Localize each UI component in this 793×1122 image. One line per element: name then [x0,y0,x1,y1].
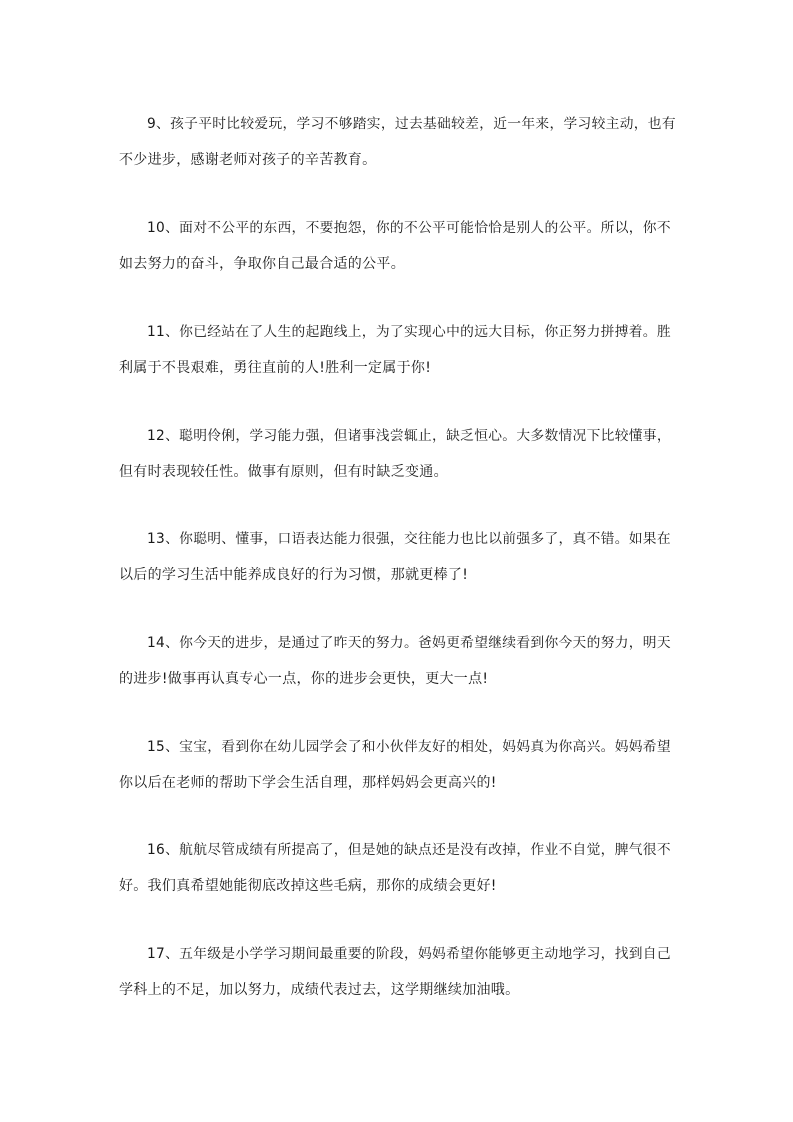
paragraph-16 [119,832,679,904]
paragraph-line: 但有时表现较任性。做事有原则，但有时缺乏变通。 [119,464,448,480]
paragraph-11 [119,314,679,386]
paragraph-9 [119,106,679,178]
paragraph-line: 16、航航尽管成绩有所提高了，但是她的缺点还是没有改掉，作业不自觉，脾气很不 [147,842,671,858]
paragraph-line: 12、聪明伶俐，学习能力强，但诸事浅尝辄止，缺乏恒心。大多数情况下比较懂事， [147,428,671,444]
paragraph-17 [119,936,679,1008]
paragraph-line: 学科上的不足，加以努力，成绩代表过去，这学期继续加油哦。 [119,982,520,998]
paragraph-line: 14、你今天的进步，是通过了昨天的努力。爸妈更希望继续看到你今天的努力，明天 [147,635,671,651]
paragraph-line: 不少进步，感谢老师对孩子的辛苦教育。 [119,152,377,168]
paragraph-line: 11、你已经站在了人生的起跑线上，为了实现心中的远大目标，你正努力拼搏着。胜 [147,324,671,340]
paragraph-line: 利属于不畏艰难，勇往直前的人!胜利一定属于你! [119,360,432,376]
paragraph-line: 你以后在老师的帮助下学会生活自理，那样妈妈会更高兴的! [119,775,497,791]
paragraph-line: 10、面对不公平的东西，不要抱怨，你的不公平可能恰恰是别人的公平。所以，你不 [147,220,671,236]
paragraph-line: 如去努力的奋斗，争取你自己最合适的公平。 [119,256,405,272]
paragraph-line: 15、宝宝，看到你在幼儿园学会了和小伙伴友好的相处，妈妈真为你高兴。妈妈希望 [147,739,671,755]
paragraph-14 [119,625,679,697]
paragraph-line: 17、五年级是小学学习期间最重要的阶段，妈妈希望你能够更主动地学习，找到自己 [147,946,671,962]
paragraph-line: 13、你聪明、懂事，口语表达能力很强，交往能力也比以前强多了，真不错。如果在 [147,531,671,547]
paragraph-line: 的进步!做事再认真专心一点，你的进步会更快，更大一点! [119,671,489,687]
paragraph-10 [119,210,679,282]
paragraph-13 [119,521,679,593]
paragraph-line: 以后的学习生活中能养成良好的行为习惯，那就更棒了! [119,567,469,583]
paragraph-12 [119,418,679,490]
paragraph-line: 好。我们真希望她能彻底改掉这些毛病，那你的成绩会更好! [119,878,497,894]
paragraph-15 [119,729,679,801]
paragraph-line: 9、孩子平时比较爱玩，学习不够踏实，过去基础较差，近一年来，学习较主动，也有 [147,116,676,132]
